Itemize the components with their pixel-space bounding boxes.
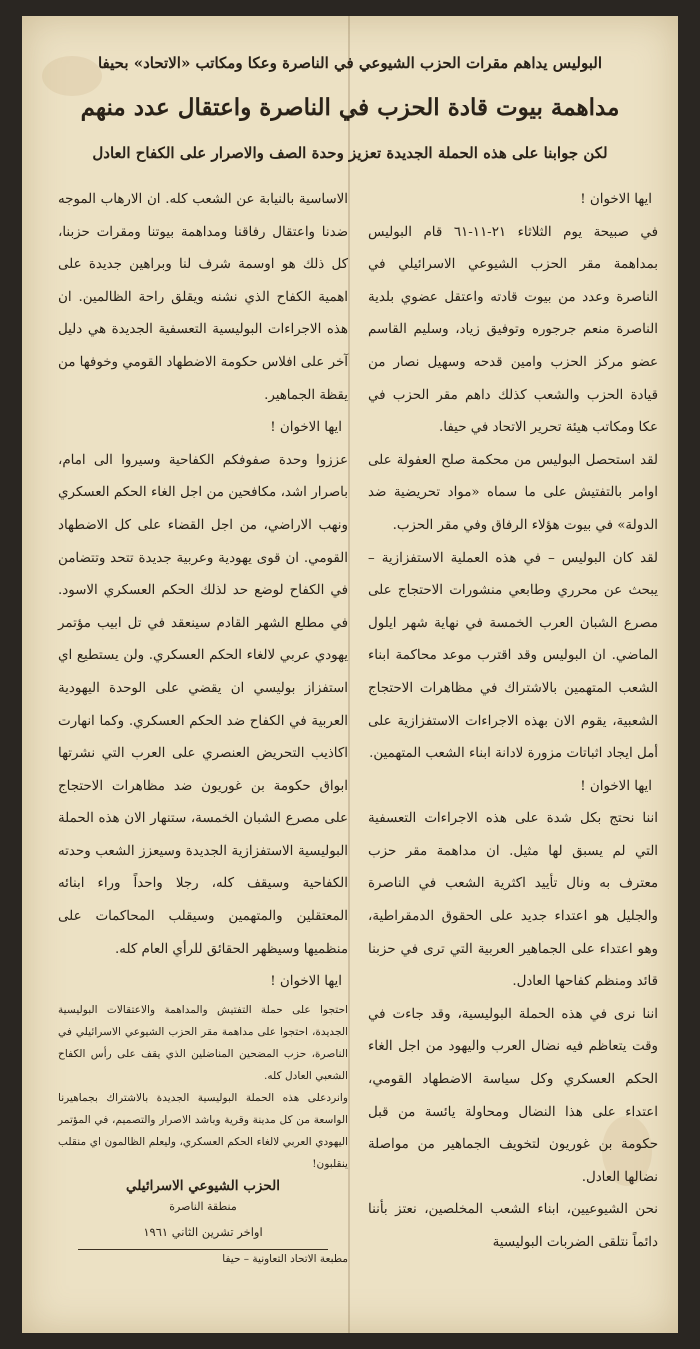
paragraph: اننا نحتج بكل شدة على هذه الاجراءات التعسفية التي لم يسبق لها مثيل. ان مداهمة مقر حزب معترف به ونال تأييد اكثرية الشعب في الناصرة والجليل هو اعتداء جديد على الحقوق الدمقراطية، وهو اعتداء على الجماهير العربية التي ترى في حزبنا قائد ومنظم كفاحها العادل. xyxy=(368,811,658,990)
header-kicker: البوليس يداهم مقرات الحزب الشيوعي في الناصرة وعكا ومكاتب «الاتحاد» بحيفا xyxy=(97,54,602,72)
subheadline: لكن جوابنا على هذه الحملة الجديدة تعزيز وحدة الصف والاصرار على الكفاح العادل xyxy=(92,144,608,162)
paragraph: اننا نرى في هذه الحملة البوليسية، وقد جاءت في وقت يتعاظم فيه نضال العرب واليهود من اجل الغاء الحكم العسكري وكل سياسة الاضطهاد القومي، اعتداء على هذا النضال ومحاولة يائسة من قبل حكومة بن غوريون لتخويف الجماهير من مواصلة نضالها العادل. xyxy=(368,1006,658,1185)
paragraph: في صبيحة يوم الثلاثاء ٢١-١١-٦١ قام البوليس بمداهمة مقر الحزب الشيوعي الاسرائيلي في الناصرة وعدد من بيوت قادته واعتقل عضوي بلدية الناصرة منعم جرجوره وتوفيق زياد، وسليم القاسم عضو مركز الحزب وامين قدحه وسهيل نصار من قيادة الحزب والشعب كذلك داهم مقر الحزب في عكا ومكاتب هيئة تحرير الاتحاد في حيفا. xyxy=(368,224,658,436)
left-column xyxy=(58,184,348,1268)
paragraph: لقد كان البوليس – في هذه العملية الاستفزازية – يبحث عن محرري وطابعي منشورات الاحتجاج على مصرع الشبان العرب الخمسة في نهاية شهر ايلول الماضي. ان البوليس وقد اقترب موعد محاكمة ابناء الشعب المتهمين بالاشتراك في مظاهرات الاحتجاج الشعبية، يقوم الان بهذه الاجراءات الاستفزازية على أمل ايجاد اثباتات مزورة لادانة ابناء الشعب المتهمين. xyxy=(368,550,658,762)
fold-crease xyxy=(348,16,350,1333)
headline: مداهمة بيوت قادة الحزب في الناصرة واعتقال عدد منهم xyxy=(80,94,620,121)
greeting: ايها الاخوان ! xyxy=(270,974,342,990)
greeting: ايها الاخوان ! xyxy=(580,192,652,207)
party-signature: الحزب الشيوعي الاسرائيلي xyxy=(126,1177,280,1194)
greeting: ايها الاخوان ! xyxy=(270,420,342,436)
paragraph: الاساسية بالنيابة عن الشعب كله. ان الارهاب الموجه ضدنا واعتقال رفاقنا ومداهمة بيوتنا ومقرات حزبنا، كل ذلك هو اوسمة شرف لنا وبراهين جديدة على اهمية الكفاح الذي نشنه ويقلق راحة الظالمين. ان هذه الاجراءات البوليسية التعسفية الجديدة هي دليل آخر على افلاس حكومة الاضطهاد القومي وخوفها من يقظة الجماهير. xyxy=(58,192,348,403)
party-region: منطقة الناصرة xyxy=(169,1199,237,1213)
appeal-paragraph: وانردعلى هذه الحملة البوليسية الجديدة بالاشتراك بجماهيرنا الواسعة من كل مدينة وقرية وباشد الاصرار والتصميم، في المؤتمر اليهودي العربي لالغاء الحكم العسكري، وليعلم الظالمون اي منقلب ينقلبون! xyxy=(58,1091,348,1170)
greeting: ايها الاخوان ! xyxy=(580,778,652,794)
leaflet-page xyxy=(22,16,678,1333)
right-column xyxy=(368,184,658,1260)
paragraph: عززوا وحدة صفوفكم الكفاحية وسيروا الى امام، باصرار اشد، مكافحين من اجل الغاء الحكم العسكري ونهب الاراضي، من اجل القضاء على كل الاضطهاد القومي. ان قوى يهودية وعربية جديدة تتحد وتتضامن في الكفاح لوضع حد لذلك الحكم العسكري الاسود. في مطلع الشهر القادم سينعقد في تل ابيب مؤتمر يهودي عربي لالغاء الحكم العسكري. ولن يستطيع اي استفزاز بوليسي ان يقضي على الوحدة اليهودية العربية في الكفاح ضد الحكم العسكري. وكما انهارت اكاذيب التحريض العنصري على العرب التي نشرتها ابواق حكومة بن غوريون ضد مظاهرات الاحتجاج على مصرع الشبان الخمسة، ستنهار الان هذه الحملة البوليسية الاستفزازية الجديدة وسيعزز الشعب وحدته الكفاحية وسيقف كله، رجلا واحداً وراء ابنائه المعتقلين والمتهمين وسيقلب المحاكمات على منظميها وسيظهر الحقائق للرأي العام كله. xyxy=(58,452,348,957)
paragraph: لقد استحصل البوليس من محكمة صلح العفولة على اوامر بالتفتيش على ما سماه «مواد تحريضية ضد الدولة» في بيوت هؤلاء الرفاق وفي مقر الحزب. xyxy=(368,452,658,533)
printer-credit: مطبعة الاتحاد التعاونية – حيفا xyxy=(222,1252,348,1265)
appeal-paragraph: احتجوا على حملة التفتيش والمداهمة والاعتقالات البوليسية الجديدة، احتجوا على مداهمة مقر الحزب الشيوعي الاسرائيلي في الناصرة، حزب المضحين المناضلين الذي يقف على رأس الكفاح الشعبي العادل كله. xyxy=(58,1003,348,1082)
issue-date: اواخر تشرين الثاني ١٩٦١ xyxy=(143,1224,263,1239)
paragraph: نحن الشيوعيين، ابناء الشعب المخلصين، نعتز بأننا دائماً نتلقى الضربات البوليسية xyxy=(368,1202,658,1250)
